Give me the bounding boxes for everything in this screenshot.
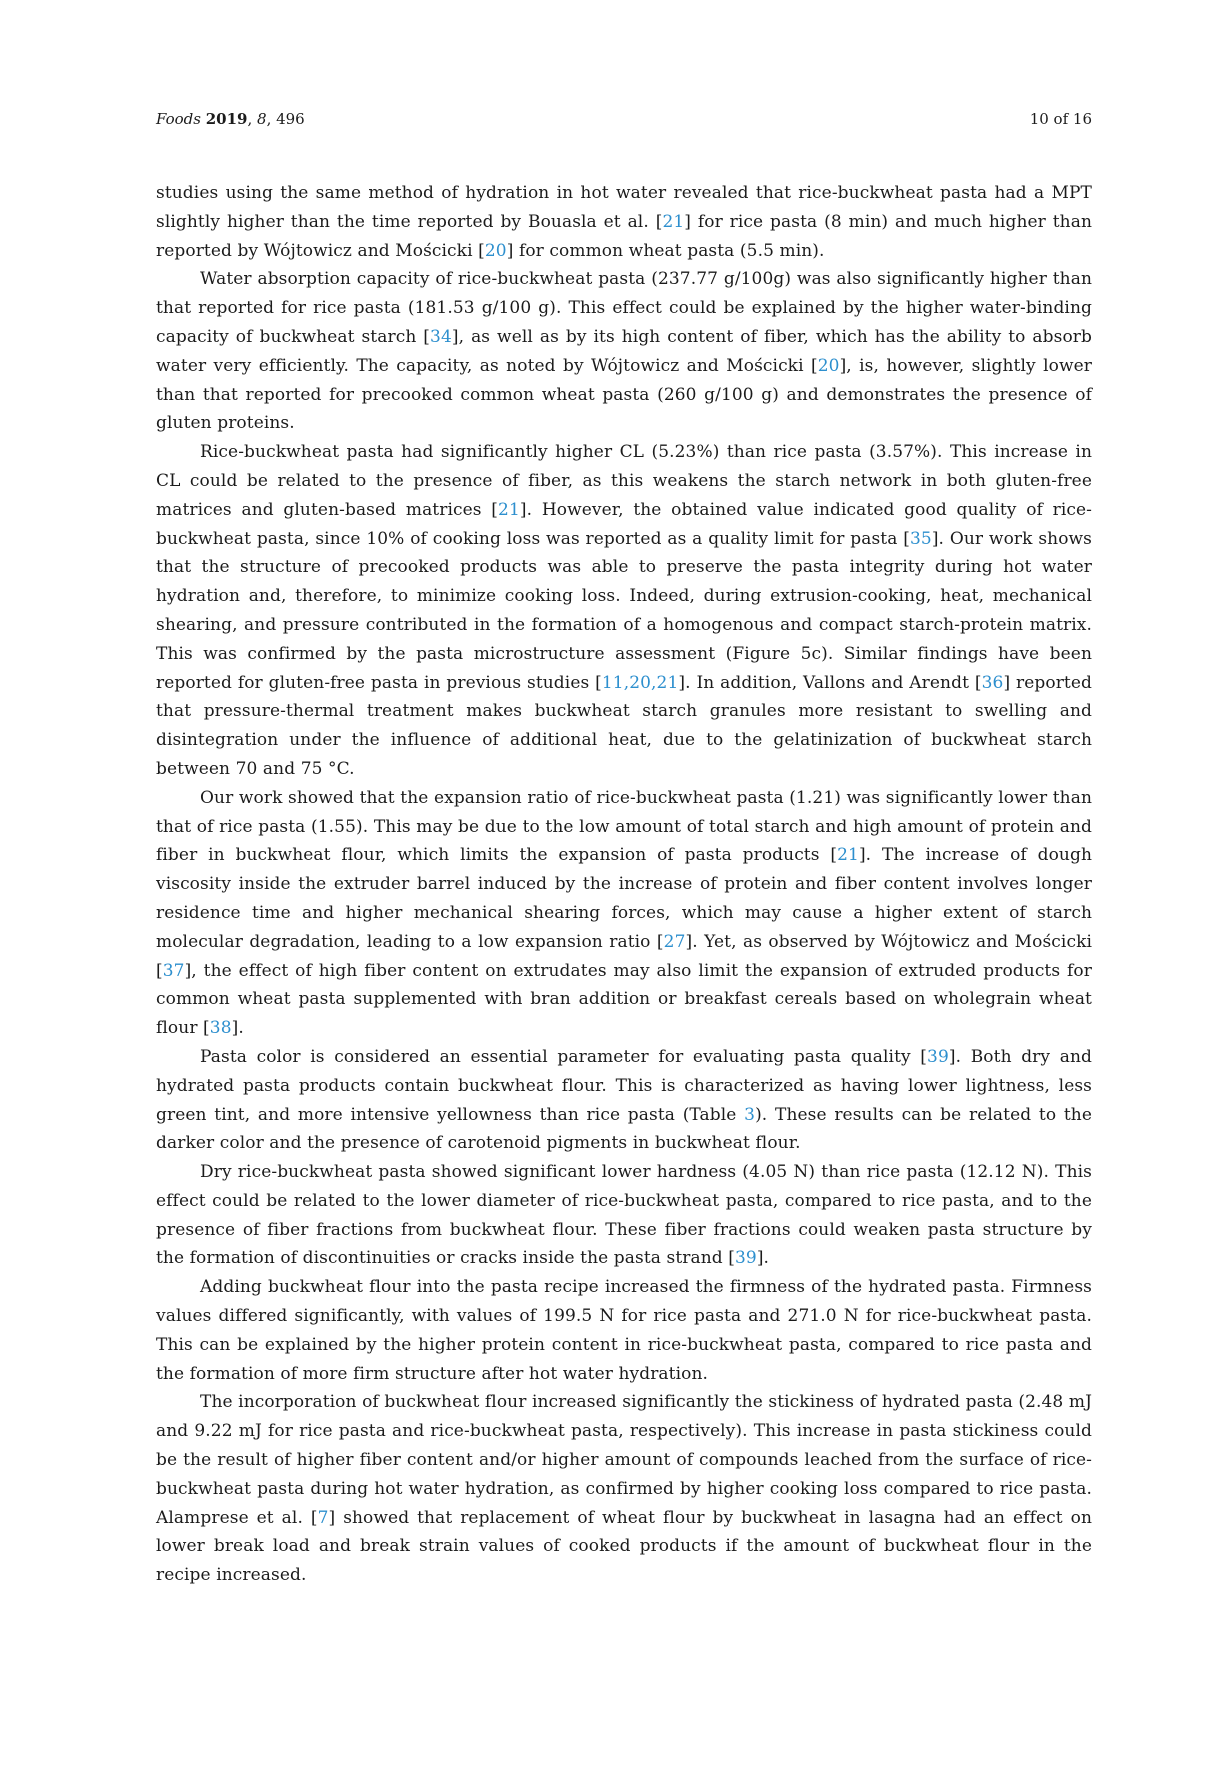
citation-link[interactable]: 20 [817,355,840,376]
citation-link[interactable]: 39 [734,1248,757,1269]
page-number: 10 of 16 [1029,110,1092,128]
paragraph: Rice-buckwheat pasta had significantly higher CL (5.23%) than rice pasta (3.57%). This increase in CL could be related to the presence of fiber, as this weakens the starch network in both gluten-free matrices and gluten-based matrices [21]. However, the obtained value indicated good quality of rice-buckwheat pasta, since 10% of cooking loss was reported as a quality limit for pasta [35]. Our work shows that the structure of precooked products was able to preserve the pasta integrity during hot water hydration and, therefore, to minimize cooking loss. Indeed, during extrusion-cooking, heat, mechanical shearing, and pressure contributed in the formation of a homogenous and compact starch-protein matrix. This was confirmed by the pasta microstructure assessment (Figure 5c). Similar findings have been reported for gluten-free pasta in previous studies [11,20,21]. In addition, Vallons and Arendt [36] reported that pressure-thermal treatment makes buckwheat starch granules more resistant to swelling and disintegration under the influence of additional heat, due to the gelatinization of buckwheat starch between 70 and 75 °C. [156,442,1093,779]
paragraph: Our work showed that the expansion ratio of rice-buckwheat pasta (1.21) was significantly lower than that of rice pasta (1.55). This may be due to the low amount of total starch and high amount of protein and fiber in buckwheat flour, which limits the expansion of pasta products [21]. The increase of dough viscosity inside the extruder barrel induced by the increase of protein and fiber content involves longer residence time and higher mechanical shearing forces, which may cause a higher extent of starch molecular degradation, leading to a low expansion ratio [27]. Yet, as observed by Wójtowicz and Mościcki [37], the effect of high fiber content on extrudates may also limit the expansion of extruded products for common wheat pasta supplemented with bran addition or breakfast cereals based on wholegrain wheat flour [38]. [156,787,1093,1039]
citation-link[interactable]: 3 [744,1104,756,1125]
citation-link[interactable]: 21 [837,845,859,866]
paragraph: Pasta color is considered an essential parameter for evaluating pasta quality [39]. Both dry and hydrated pasta products contain buckwheat flour. This is characterized as having lower lightness, less green tint, and more intensive yellowness than rice pasta (Table 3). These results can be related to the darker color and the presence of carotenoid pigments in buckwheat flour. [156,1046,1093,1154]
citation-link[interactable]: 7 [317,1507,329,1528]
journal-citation-part: 2019 [205,110,248,128]
paragraph: Water absorption capacity of rice-buckwheat pasta (237.77 g/100g) was also significantly higher than that reported for rice pasta (181.53 g/100 g). This effect could be explained by the higher water-binding capacity of buckwheat starch [34], as well as by its high content of fiber, which has the ability to absorb water very efficiently. The capacity, as noted by Wójtowicz and Mościcki [20], is, however, slightly lower than that reported for precooked common wheat pasta (260 g/100 g) and demonstrates the presence of gluten proteins. [156,269,1092,434]
citation-link[interactable]: 27 [663,931,686,952]
citation-link[interactable]: 36 [981,672,1004,693]
citation-link[interactable]: 20 [484,240,507,261]
citation-link[interactable]: 35 [909,528,932,549]
citation-link[interactable]: 37 [162,960,185,981]
paragraph: The incorporation of buckwheat flour increased significantly the stickiness of hydrated pasta (2.48 mJ and 9.22 mJ for rice pasta and rice-buckwheat pasta, respectively). This increase in pasta stickiness could be the result of higher fiber content and/or higher amount of compounds leached from the surface of rice-buckwheat pasta during hot water hydration, as confirmed by higher cooking loss compared to rice pasta. Alamprese et al. [7] showed that replacement of wheat flour by buckwheat in lasagna had an effect on lower break load and break strain values of cooked products if the amount of buckwheat flour in the recipe increased. [156,1392,1092,1586]
citation-link[interactable]: 38 [209,1018,232,1039]
paragraph: Adding buckwheat flour into the pasta recipe increased the firmness of the hydrated pasta. Firmness values differed significantly, with values of 199.5 N for rice pasta and 271.0 N for rice-buckwheat pasta. This can be explained by the higher protein content in rice-buckwheat pasta, compared to rice pasta and the formation of more firm structure after hot water hydration. [156,1277,1092,1384]
article-body [156,179,1092,1590]
citation-link[interactable]: 11,20,21 [601,672,679,693]
journal-citation-part: 8 [257,110,267,128]
citation-link[interactable]: 21 [498,499,520,520]
journal-citation: Foods 2019, 8, 496 [156,110,305,128]
paragraph: studies using the same method of hydration in hot water revealed that rice-buckwheat pasta had a MPT slightly higher than the time reported by Bouasla et al. [21] for rice pasta (8 min) and much higher than reported by Wójtowicz and Mościcki [20] for common wheat pasta (5.5 min). [156,183,1092,261]
page-header [156,110,1092,129]
citation-link[interactable]: 21 [662,211,685,232]
paragraph: Dry rice-buckwheat pasta showed significant lower hardness (4.05 N) than rice pasta (12.12 N). This effect could be related to the lower diameter of rice-buckwheat pasta, compared to rice pasta, and to the presence of fiber fractions from buckwheat flour. These fiber fractions could weaken pasta structure by the formation of discontinuities or cracks inside the pasta strand [39]. [156,1162,1092,1269]
journal-citation-part: Foods [156,110,206,128]
citation-link[interactable]: 39 [927,1046,949,1067]
citation-link[interactable]: 34 [430,326,452,347]
